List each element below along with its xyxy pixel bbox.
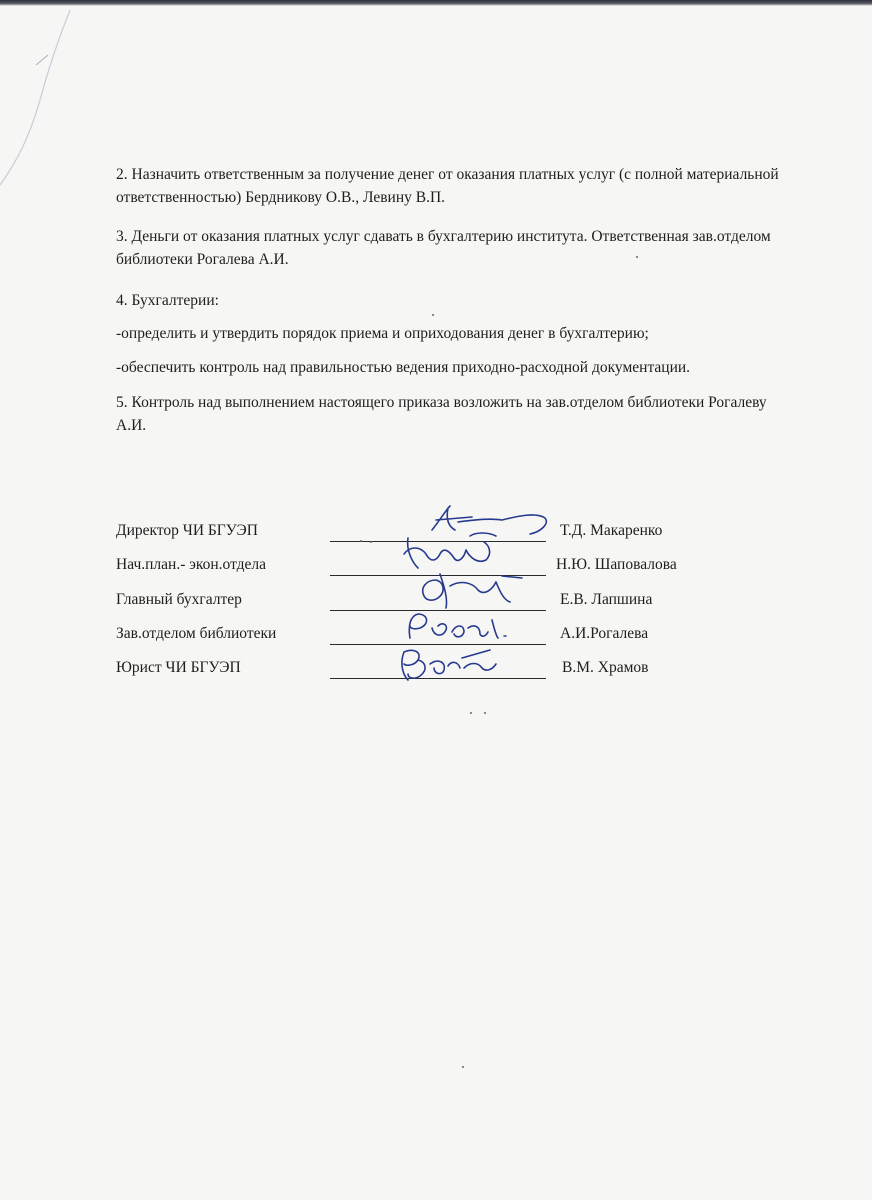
signatory-name: В.М. Храмов — [562, 659, 649, 676]
signature-role: Зав.отделом библиотеки — [116, 625, 277, 642]
signature-role: Юрист ЧИ БГУЭП — [116, 659, 241, 676]
paragraph-3: 3. Деньги от оказания платных услуг сдавать в бухгалтерию института. Ответственная зав.отделом библиотеки Рогалева А.И. — [116, 228, 771, 268]
signature-role: Главный бухгалтер — [116, 591, 242, 608]
signatory-name: Т.Д. Макаренко — [560, 522, 663, 539]
scan-speck — [462, 1066, 464, 1068]
signatory-name: А.И.Рогалева — [560, 625, 649, 642]
scan-speck — [484, 712, 486, 714]
scan-speck — [360, 540, 362, 542]
paragraph-2: 2. Назначить ответственным за получение денег от оказания платных услуг (с полной материальной ответственностью) Бердникову О.В., Левину В.П. — [116, 166, 779, 206]
paragraph-4-item-1: -определить и утвердить порядок приема и оприходования денег в бухгалтерию; — [116, 325, 649, 342]
signature-role: Директор ЧИ БГУЭП — [116, 522, 258, 539]
scan-speck — [636, 256, 638, 258]
scan-speck — [432, 314, 434, 316]
paragraph-5: 5. Контроль над выполнением настоящего приказа возложить на зав.отделом библиотеки Рогалеву А.И. — [116, 394, 767, 434]
handwritten-signature-accountant — [410, 566, 530, 610]
signatory-name: Е.В. Лапшина — [560, 591, 653, 608]
paragraph-4: 4. Бухгалтерии: — [116, 292, 219, 309]
signatory-name: Н.Ю. Шаповалова — [556, 556, 677, 573]
scan-speck — [470, 712, 472, 714]
signature-role: Нач.план.- экон.отдела — [116, 556, 267, 573]
handwritten-signature-lawyer — [390, 640, 510, 684]
paragraph-4-item-2: -обеспечить контроль над правильностью ведения приходно-расходной документации. — [116, 359, 691, 376]
scan-speck — [370, 541, 372, 543]
